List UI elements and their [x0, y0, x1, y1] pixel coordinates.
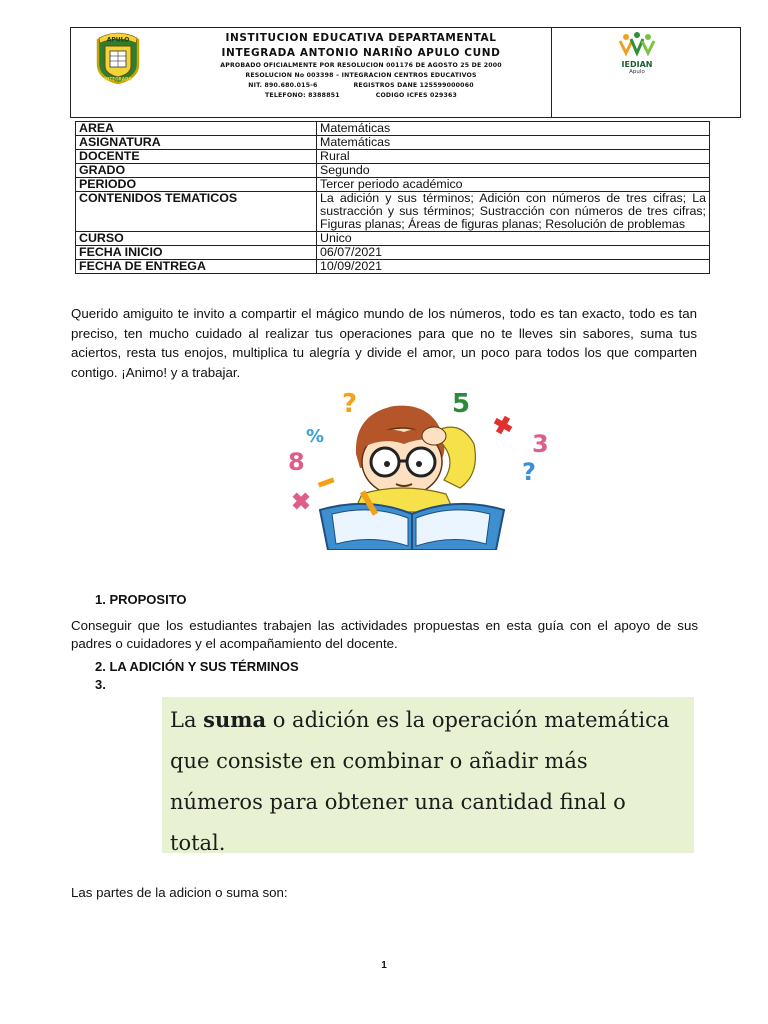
institution-title-line1: INSTITUCION EDUCATIVA DEPARTAMENTAL [225, 32, 497, 44]
icfes-text: CODIGO ICFES 029363 [375, 92, 457, 99]
info-label: PERIODO [76, 178, 317, 192]
parts-intro-text: Las partes de la adicion o suma son: [71, 885, 288, 900]
resolution-line: RESOLUCION No 003398 – INTEGRACION CENTROS EDUCATIVOS [245, 72, 477, 79]
crest-bottom-text: INTEGRADA [104, 76, 132, 82]
iedian-name: IEDIAN [621, 60, 653, 69]
definition-post: o adición es la operación matemática que consiste en combinar o añadir más números para obtener una cantidad final o total. [170, 708, 670, 855]
info-row [76, 150, 710, 164]
institution-title-line2: INTEGRADA ANTONIO NARIÑO APULO CUND [221, 47, 501, 59]
info-row [76, 192, 710, 232]
intro-paragraph: Querido amiguito te invito a compartir el mágico mundo de los números, todo es tan exacto, todo es tan preciso, ten mucho cuidado al realizar tus operaciones para que no te lleves sin sabores, suma tus aciertos, resta tus enojos, multiplica tu alegría y divide el amor, un poco para todos los que comparten contigo. ¡Animo! y a trabajar. [71, 306, 697, 380]
definition-bold-term: suma [203, 707, 267, 732]
document-header [70, 27, 741, 118]
crest-top-text: APULO [106, 36, 130, 44]
section-2-heading: 2. LA ADICIÓN Y SUS TÉRMINOS [95, 659, 299, 674]
info-value: 06/07/2021 [317, 246, 710, 260]
question-mark-1: ? [342, 389, 358, 419]
info-row [76, 246, 710, 260]
institution-title-block [191, 31, 531, 101]
definition-pre: La [170, 708, 204, 732]
info-label: CONTENIDOS TEMATICOS [76, 192, 317, 232]
school-crest-logo [93, 32, 143, 84]
info-row [76, 232, 710, 246]
iedian-logo [597, 31, 677, 75]
child-studying-illustration [284, 384, 558, 550]
info-row [76, 164, 710, 178]
number-three: 3 [532, 430, 549, 458]
phone-row [191, 91, 531, 101]
info-value: Segundo [317, 164, 710, 178]
nit-text: NIT. 890.680.015-6 [248, 82, 318, 89]
definition-box [162, 697, 694, 853]
section-1-heading: 1. PROPOSITO [95, 592, 187, 607]
info-value: Rural [317, 150, 710, 164]
course-info-table [75, 121, 710, 274]
header-divider [551, 28, 552, 117]
info-value: Tercer periodo académico [317, 178, 710, 192]
iedian-place: Apulo [629, 69, 645, 75]
dane-text: REGISTROS DANE 125599000060 [353, 82, 474, 89]
info-row [76, 260, 710, 274]
info-label: ASIGNATURA [76, 136, 317, 150]
number-five: 5 [452, 389, 471, 419]
question-mark-2: ? [522, 458, 536, 486]
info-row [76, 122, 710, 136]
info-value: Unico [317, 232, 710, 246]
info-value: Matemáticas [317, 136, 710, 150]
page-number: 1 [381, 960, 387, 971]
iedian-people-icon [617, 31, 657, 57]
approval-line: APROBADO OFICIALMENTE POR RESOLUCION 001176 DE AGOSTO 25 DE 2000 [220, 62, 502, 69]
info-label: AREA [76, 122, 317, 136]
info-row [76, 178, 710, 192]
section-3-heading: 3. [95, 677, 106, 692]
info-label: FECHA INICIO [76, 246, 317, 260]
info-value: Matemáticas [317, 122, 710, 136]
phone-text: TELEFONO: 8388851 [265, 92, 340, 99]
info-label: CURSO [76, 232, 317, 246]
percent-symbol: % [306, 426, 325, 447]
info-label: GRADO [76, 164, 317, 178]
nit-row [191, 81, 531, 91]
number-eight: 8 [288, 448, 305, 476]
info-label: FECHA DE ENTREGA [76, 260, 317, 274]
info-label: DOCENTE [76, 150, 317, 164]
info-value: 10/09/2021 [317, 260, 710, 274]
info-value: La adición y sus términos; Adición con números de tres cifras; La sustracción y sus términos; Sustracción con números de tres cifras; Figuras planas; Áreas de figuras planas; Resolución de problemas [317, 192, 710, 232]
section-1-text: Conseguir que los estudiantes trabajen las actividades propuestas en esta guía con el apoyo de sus padres o cuidadores y el acompañamiento del docente. [71, 618, 698, 651]
info-row [76, 136, 710, 150]
